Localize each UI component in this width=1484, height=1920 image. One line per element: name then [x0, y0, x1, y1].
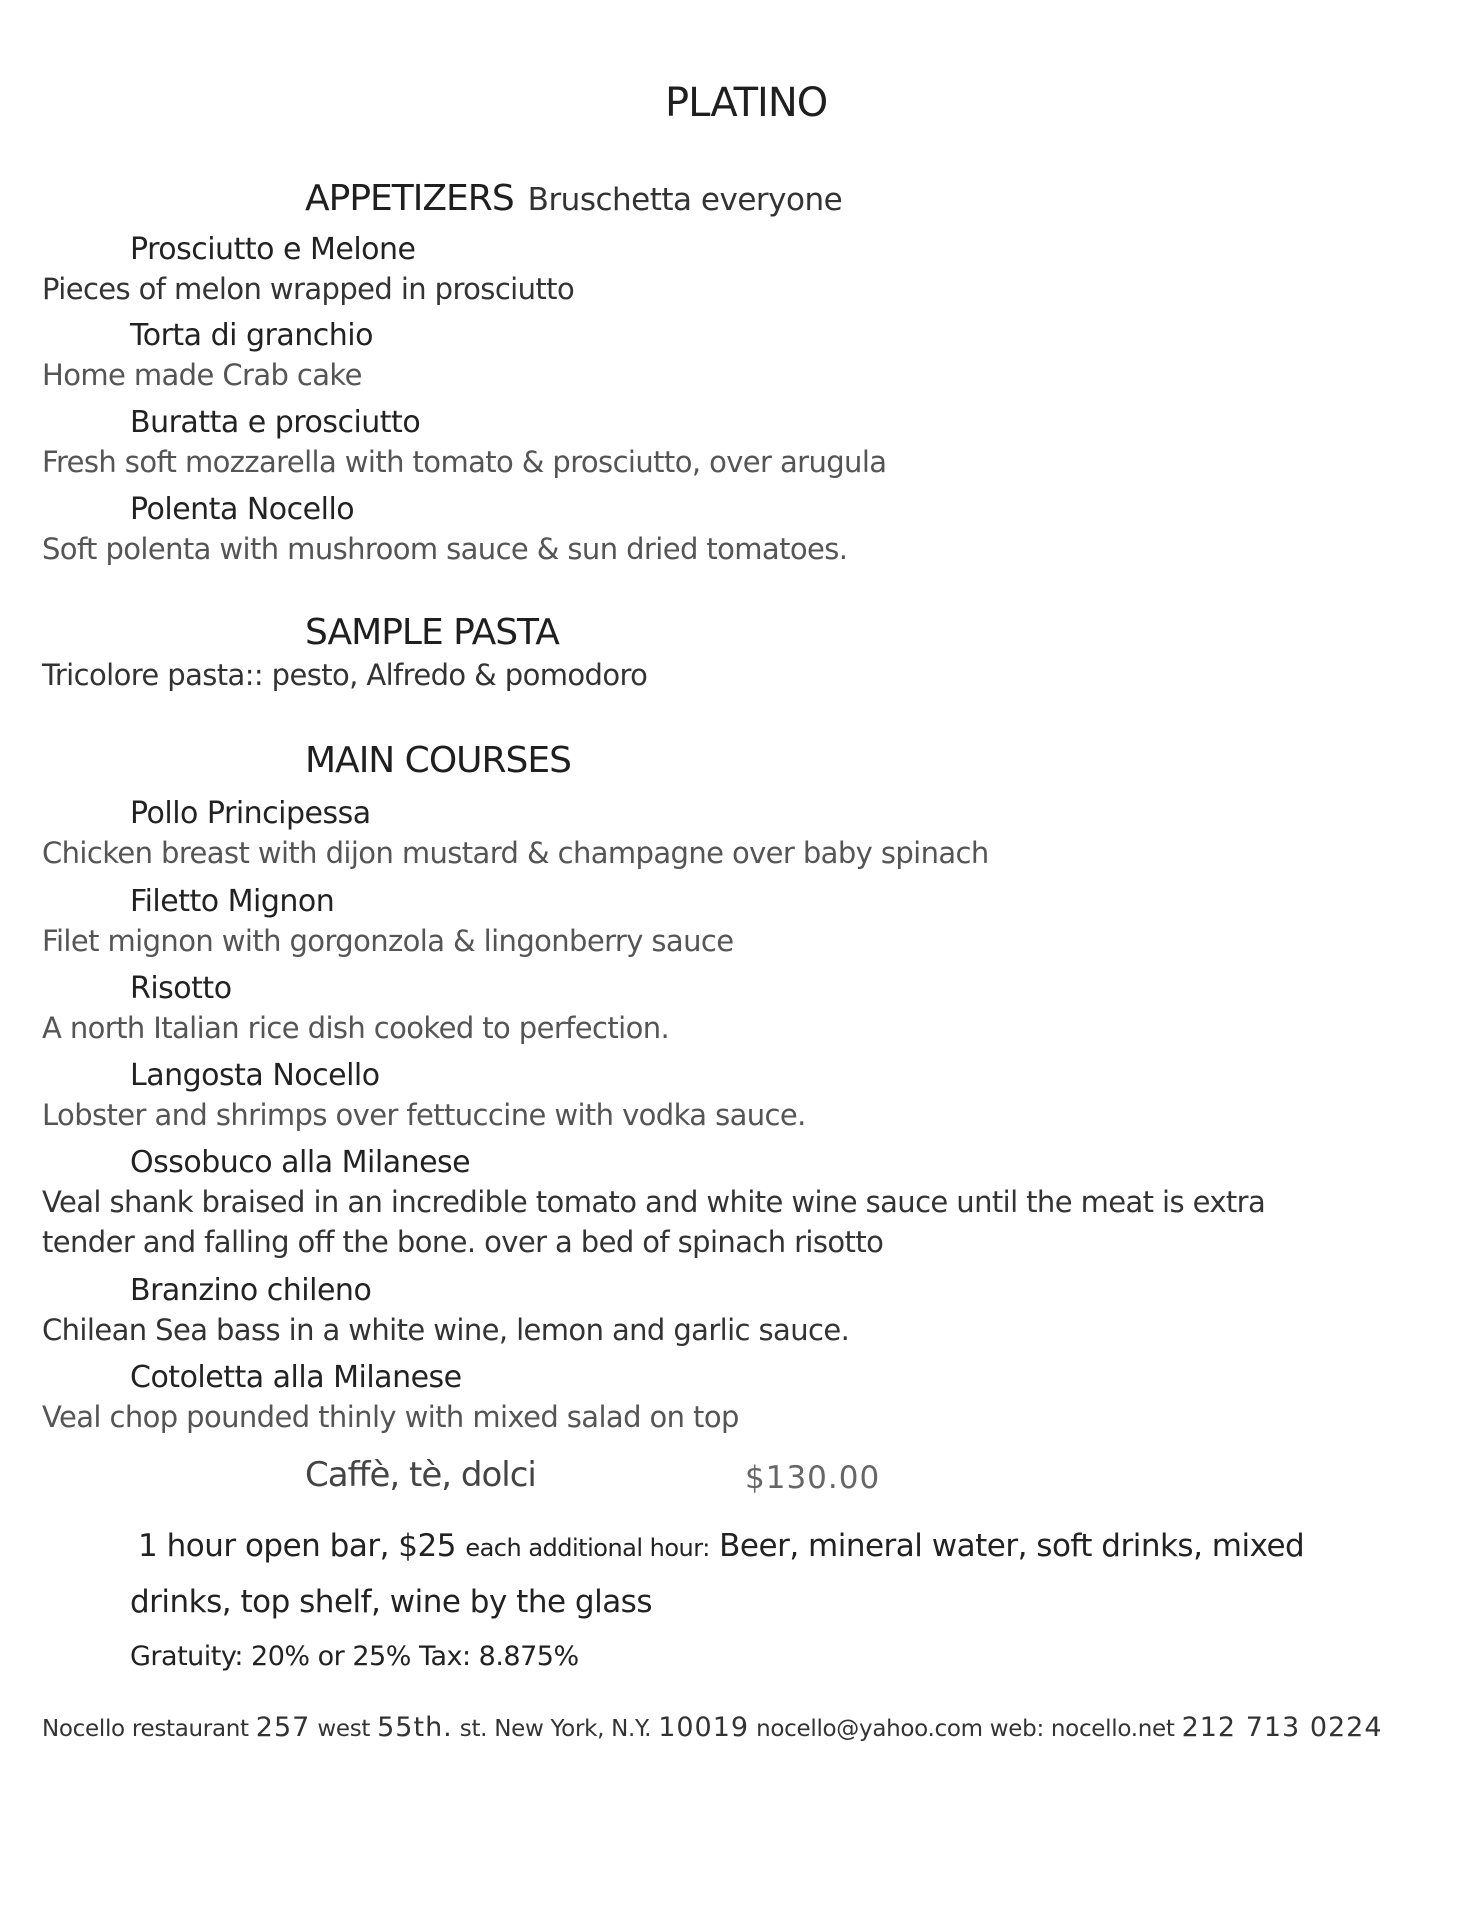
footer-restaurant: Nocello restaurant — [42, 1716, 249, 1742]
menu-item-desc: Soft polenta with mushroom sauce & sun dried tomatoes. — [42, 532, 848, 566]
appetizers-heading: APPETIZERS — [305, 178, 514, 219]
menu-item-name: Prosciutto e Melone — [130, 232, 416, 267]
menu-item-name: Pollo Principessa — [130, 796, 371, 831]
footer-address-number: 257 — [255, 1712, 311, 1743]
footer-west: west — [317, 1716, 371, 1742]
appetizers-heading-row — [305, 178, 842, 219]
footer-street-number: 55th. — [377, 1712, 453, 1743]
page-title: PLATINO — [665, 80, 828, 126]
footer-web[interactable]: web: nocello.net — [989, 1716, 1175, 1742]
menu-item-name: Risotto — [130, 971, 232, 1006]
menu-item-name: Ossobuco alla Milanese — [130, 1145, 471, 1180]
menu-item-name: Langosta Nocello — [130, 1058, 380, 1093]
bar-line-1 — [138, 1528, 1304, 1564]
dessert-label: Caffè, tè, dolci — [305, 1455, 536, 1495]
bar-drinks: Beer, mineral water, soft drinks, mixed — [719, 1528, 1305, 1564]
menu-item-desc: Pieces of melon wrapped in prosciutto — [42, 272, 575, 306]
menu-item-desc: Fresh soft mozzarella with tomato & prosciutto, over arugula — [42, 445, 887, 479]
menu-item-desc: Chilean Sea bass in a white wine, lemon and garlic sauce. — [42, 1313, 850, 1347]
footer-zip: 10019 — [658, 1712, 750, 1743]
bar-line-2: drinks, top shelf, wine by the glass — [130, 1584, 652, 1620]
menu-item-name: Polenta Nocello — [130, 492, 355, 527]
mains-heading: MAIN COURSES — [305, 740, 571, 781]
footer-email[interactable]: nocello@yahoo.com — [756, 1716, 983, 1742]
pasta-heading: SAMPLE PASTA — [305, 612, 559, 653]
footer-phone: 212 713 0224 — [1181, 1712, 1383, 1743]
menu-item-desc: Filet mignon with gorgonzola & lingonberry sauce — [42, 924, 734, 958]
bar-extra-price: $25 — [398, 1528, 456, 1564]
menu-item-desc: Home made Crab cake — [42, 358, 362, 392]
menu-item-name: Torta di granchio — [130, 318, 373, 353]
menu-item-desc: A north Italian rice dish cooked to perfection. — [42, 1011, 670, 1045]
appetizers-subheading: Bruschetta everyone — [527, 182, 843, 218]
footer-city: st. New York, N.Y. — [459, 1716, 652, 1742]
menu-item-name: Filetto Mignon — [130, 884, 335, 919]
menu-item-desc: Chicken breast with dijon mustard & champagne over baby spinach — [42, 836, 989, 870]
pasta-desc: Tricolore pasta:: pesto, Alfredo & pomodoro — [42, 658, 648, 692]
menu-item-desc: tender and falling off the bone. over a bed of spinach risotto — [42, 1225, 884, 1259]
bar-extra-note: each additional hour: — [465, 1534, 710, 1562]
menu-item-desc: Veal shank braised in an incredible tomato and white wine sauce until the meat is extra — [42, 1185, 1266, 1219]
footer-contact — [42, 1712, 1383, 1743]
package-price: $130.00 — [745, 1460, 881, 1496]
bar-text: 1 hour open bar, — [138, 1528, 389, 1564]
menu-item-desc: Veal chop pounded thinly with mixed salad on top — [42, 1400, 739, 1434]
gratuity-tax: Gratuity: 20% or 25% Tax: 8.875% — [130, 1641, 579, 1672]
menu-item-name: Buratta e prosciutto — [130, 405, 421, 440]
menu-item-name: Branzino chileno — [130, 1273, 372, 1308]
menu-item-desc: Lobster and shrimps over fettuccine with vodka sauce. — [42, 1098, 806, 1132]
menu-item-name: Cotoletta alla Milanese — [130, 1360, 462, 1395]
